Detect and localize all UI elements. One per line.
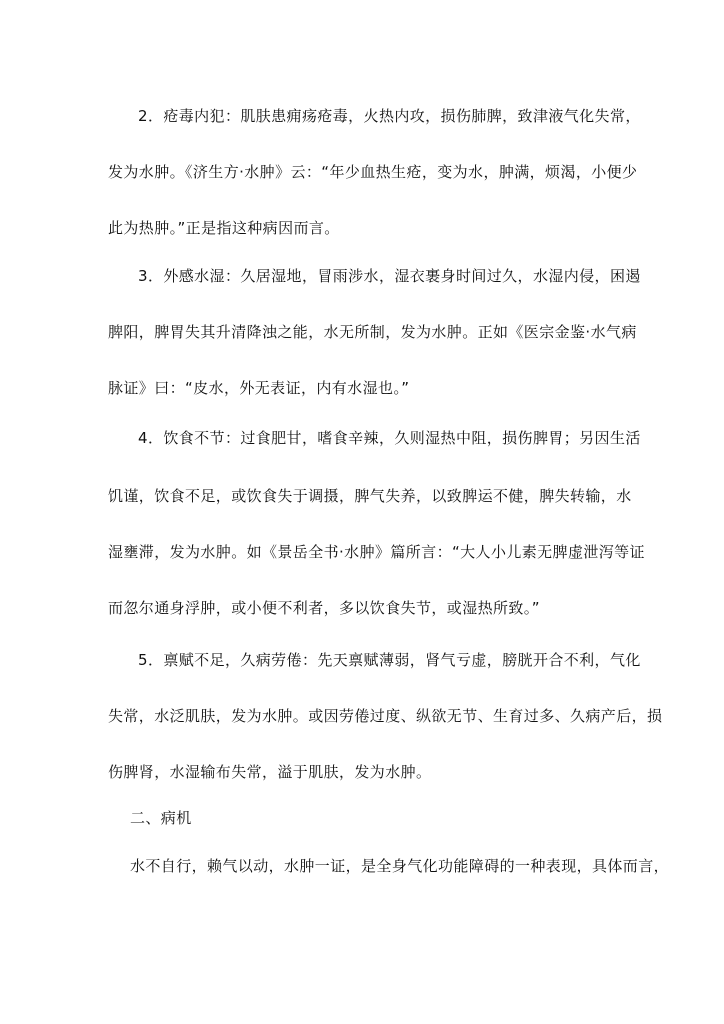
paragraph-1-line-2: 发为水肿。《济生方·水肿》云：“年少血热生疮，变为水，肿满，烦渴，小便少 <box>108 163 638 181</box>
paragraph-2-line-2: 脾阳，脾胃失其升清降浊之能，水无所制，发为水肿。正如《医宗金鉴·水气病 <box>108 323 637 341</box>
paragraph-3-line-3: 湿壅滞，发为水肿。如《景岳全书·水肿》篇所言：“大人小儿素无脾虚泄泻等证 <box>108 543 645 561</box>
paragraph-5-line-1: 水不自行，赖气以动，水肿一证，是全身气化功能障碍的一种表现，具体而言， <box>130 857 670 875</box>
paragraph-2-line-1: 3．外感水湿：久居湿地，冒雨涉水，湿衣裹身时间过久，水湿内侵，困遏 <box>138 267 641 285</box>
paragraph-1-line-1: 2．疮毒内犯：肌肤患痈疡疮毒，火热内攻，损伤肺脾，致津液气化失常， <box>138 107 641 125</box>
paragraph-3-line-4: 而忽尔通身浮肿，或小便不利者，多以饮食失节，或湿热所致。” <box>108 599 540 617</box>
paragraph-1-line-3: 此为热肿。”正是指这种病因而言。 <box>108 219 340 237</box>
paragraph-3-line-2: 饥谨，饮食不足，或饮食失于调摄，脾气失养，以致脾运不健，脾失转输，水 <box>108 487 632 505</box>
paragraph-4-line-3: 伤脾肾，水湿输布失常，溢于肌肤，发为水肿。 <box>108 763 432 781</box>
paragraph-4-line-2: 失常，水泛肌肤，发为水肿。或因劳倦过度、纵欲无节、生育过多、久病产后，损 <box>108 707 663 725</box>
paragraph-4-line-1: 5．禀赋不足，久病劳倦：先天禀赋薄弱，肾气亏虚，膀胱开合不利，气化 <box>138 651 641 669</box>
paragraph-2-line-3: 脉证》曰：“皮水，外无表证，内有水湿也。” <box>108 379 410 397</box>
section-heading: 二、病机 <box>130 809 192 827</box>
paragraph-3-line-1: 4．饮食不节：过食肥甘，嗜食辛辣，久则湿热中阻，损伤脾胃；另因生活 <box>138 429 641 447</box>
